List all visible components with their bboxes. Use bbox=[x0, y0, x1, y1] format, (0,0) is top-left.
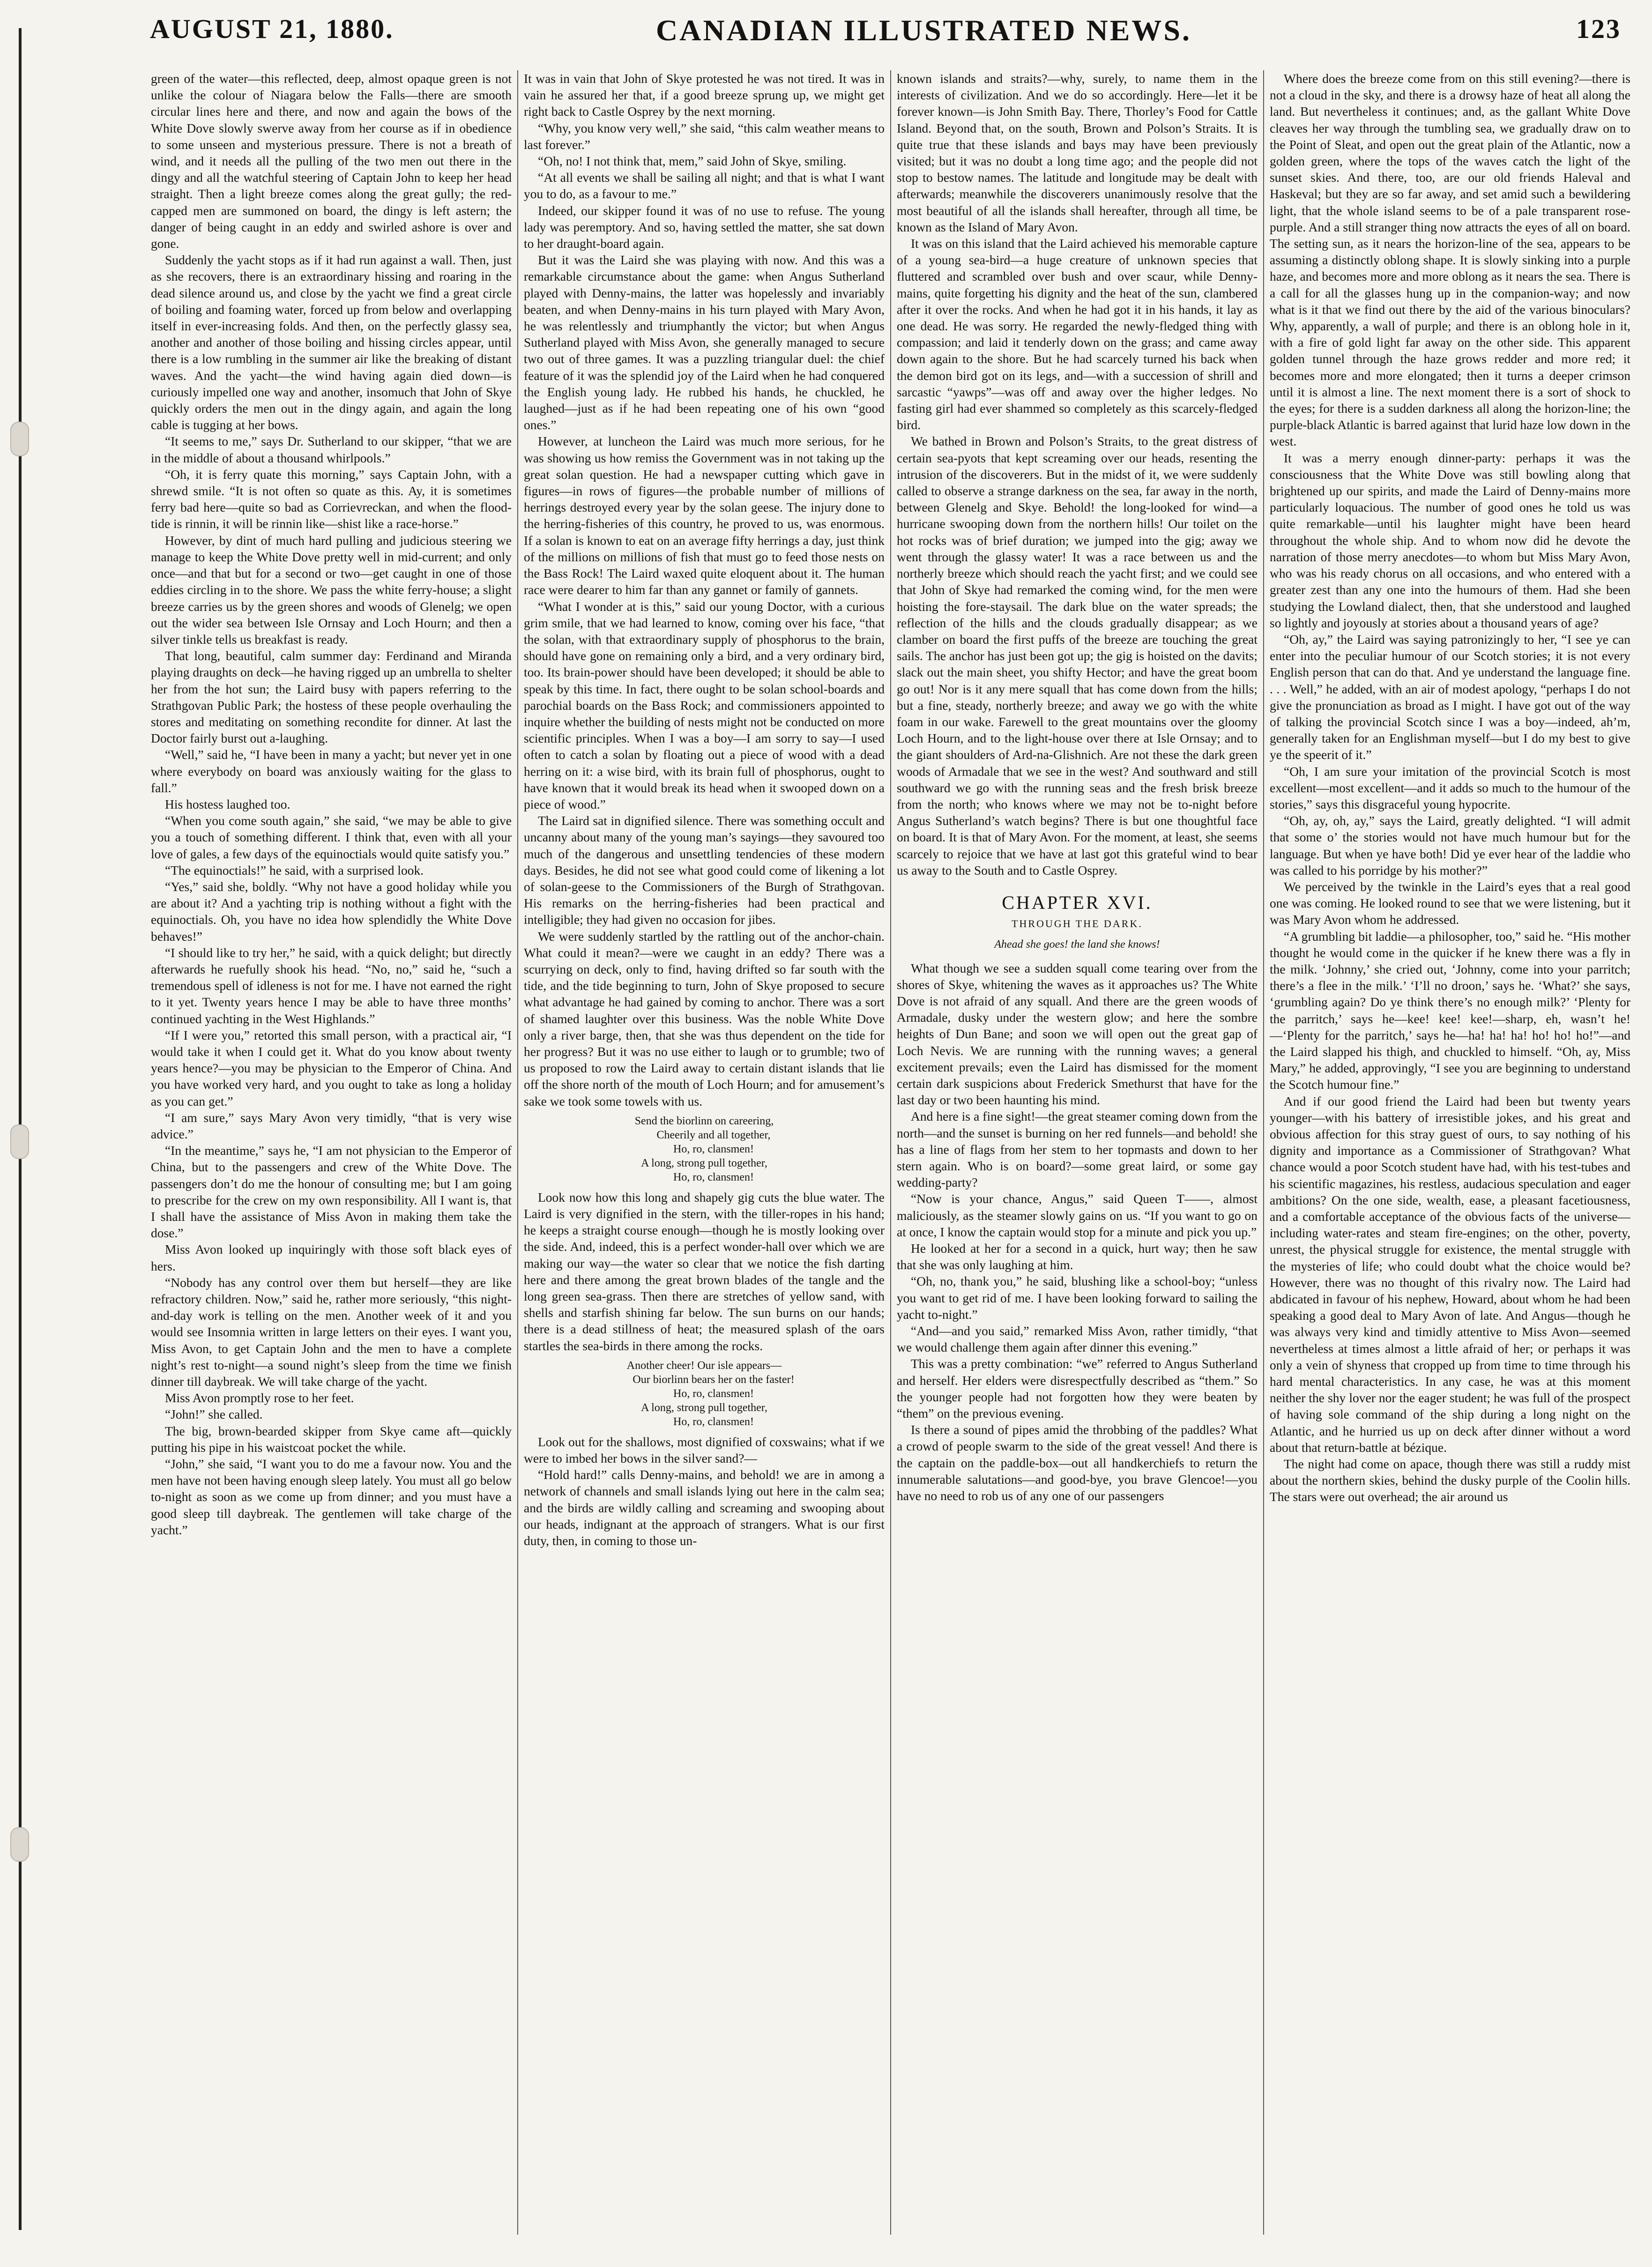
paragraph: And here is a fine sight!—the great steamer coming down from the north—and the sunset is burning on her red funnels—and behold! she has a line of flags from her stem to her topmasts and down to her stern again. Who is on board?—some great laird, or some gay wedding-party? bbox=[897, 1109, 1258, 1190]
paragraph: Where does the breeze come from on this still evening?—there is not a cloud in the sky, and there is a drowsy haze of heat all along the land. But nevertheless it continues; and, as the gallant White Dove cleaves her way through the tumbling sea, we gradually draw on to the Point of Sleat, and open out the great plain of the Atlantic, now a golden green, where the tops of the waves catch the light of the sunset skies. And there, too, are our old friends Haleval and Haskeval; but they are so far away, and set amid such a bewildering light, that the whole island seems to be of a pale transparent rose-purple. And a still stranger thing now attracts the eyes of all on board. The setting sun, as it nears the horizon-line of the sea, appears to be assuming a distinctly oblong shape. It is slowly sinking into a purple haze, and becomes more and more oblong as it nears the sea. There is a call for all the glasses hung up in the companion-way; and now what is it that we find out there by the aid of the various binoculars? Why, apparently, a wall of purple; and there is an oblong hole in it, with a fire of gold light far away on the other side. This apparent golden tunnel through the haze grows redder and more red; it becomes more and more elongated; then it turns a deeper crimson until it is almost a line. The next moment there is a sort of shock to the eyes; for there is a sudden darkness all along the horizon-line; the purple-black Atlantic is barred against that lurid haze low down in the west. bbox=[1270, 71, 1630, 449]
column-rule bbox=[517, 70, 518, 2235]
paragraph: He looked at her for a second in a quick, hurt way; then he saw that she was only laughing at him. bbox=[897, 1241, 1258, 1272]
paragraph: And if our good friend the Laird had been but twenty years younger—with his battery of irresistible jokes, and his great and obvious affection for this stray guest of ours, to say nothing of his dignity and importance as a Commissioner of Strathgovan? What chance would a poor Scotch student have had, with his test-tubes and his scientific magazines, his restless, audacious speculation and eager ambitions? On the one side, wealth, ease, a pleasant facetiousness, and a comfortable acceptance of the obvious facts of the universe—including water-rates and steam fire-engines; on the other, poverty, unrest, the physical struggle for existence, the mental struggle with the mysteries of life; who could doubt what the choice would be? However, there was no thought of this rivalry now. The Laird had abdicated in favour of his nephew, Howard, about whom he had been speaking a good deal to Mary Avon of late. And Angus—though he was always very kind and timidly attentive to Miss Avon—seemed nevertheless at times almost a little afraid of her; or perhaps it was only a vein of shyness that cropped up from time to time through his hard mental characteristics. In any case, he was at this moment neither the shy lover nor the eager student; he was full of the prospect of having sole command of the ship during a long night on the Atlantic, and he hurried us up on deck after dinner without a word about that return-battle at bézique. bbox=[1270, 1093, 1630, 1455]
paragraph: This was a pretty combination: “we” referred to Angus Sutherland and herself. Her elders were disrespectfully described as “them.” So the younger people had not forgotten how they were beaten by “them” on the previous evening. bbox=[897, 1356, 1258, 1421]
paragraph: It was a merry enough dinner-party: perhaps it was the consciousness that the White Dove was still bowling along that brightened up our spirits, and made the Laird of Denny-mains more particularly loquacious. The number of good ones he told us was quite remarkable—until his laughter might have been heard throughout the whole ship. And to whom now did he devote the narration of those merry anecdotes—to whom but Miss Mary Avon, who was his ready chorus on all occasions, and who entered with a greater zest than any one into the humours of them. Had she been studying the Lowland dialect, then, that she understood and laughed so lightly and joyously at stories about a thousand years of age? bbox=[1270, 450, 1630, 630]
paragraph: We bathed in Brown and Polson’s Straits, to the great distress of certain sea-pyots that kept screaming over our heads, resenting the intrusion of the discoverers. But in the midst of it, we were suddenly called to observe a strange darkness on the sea, far away in the north, between Glenelg and Skye. Behold! the long-looked for wind—a hurricane swooping down from the northern hills! Our toilet on the hot rocks was of brief duration; we jumped into the gig; away we went through the glassy water! It was a race between us and the northerly breeze which should reach the yacht first; and we could see that John of Skye had remarked the coming wind, for the men were hoisting the fore-staysail. The dark blue on the water spreads; the reflection of the hills and the clouds gradually disappear; as we clamber on board the first puffs of the breeze are touching the great sails. The anchor has just been got up; the gig is hoisted on the davits; slack out the main sheet, you shifty Hector; and have the great boom go out! Nor is it any mere squall that has come down from the hills; but a fine, steady, northerly breeze; and away we go with the white foam in our wake. Farewell to the great mountains over the gloomy Loch Hourn, and to the light-house over there at Isle Ornsay; and to the giant shoulders of Ard-na-Glishnich. Are not these the dark green woods of Armadale that we see in the west? And southward and still southward we go with the running seas and the fresh brisk breeze from the north; who knows where we may not be to-night before Angus Sutherland’s watch begins? There is but one thoughtful face on board. It is that of Mary Avon. For the moment, at least, she seems scarcely to rejoice that we have at last got this grateful wind to bear us away to the South and to Castle Osprey. bbox=[897, 434, 1258, 877]
column-3-text-bottom bbox=[897, 960, 1258, 1504]
column-1 bbox=[151, 70, 512, 2235]
paragraph: His hostess laughed too. bbox=[165, 796, 290, 811]
paragraph: What though we see a sudden squall come tearing over from the shores of Skye, whitening the waves as it approaches us? The White Dove is not afraid of any squall. And there are the green woods of Armadale, dusky under the western glow; and here the sombre heights of Dun Bane; and soon we will open out the great gap of Loch Nevis. We are running with the running waves; a general excitement prevails; even the Laird has dismissed for the moment certain dark suspicions about Frederick Smethurst that have for the last day or two been haunting his mind. bbox=[897, 960, 1258, 1107]
column-2 bbox=[524, 70, 885, 2235]
verse-line: Our biorlinn bears her on the faster! bbox=[633, 1373, 795, 1386]
paragraph: “Nobody has any control over them but herself—they are like refractory children. Now,” said he, rather more seriously, “this night-and-day work is telling on the men. Another week of it and you would see Insomnia written in large letters on their eyes. I want you, Miss Avon, to get Captain John and the men to have a complete night’s rest to-night—a sound night’s sleep from the time we finish dinner till daybreak. We will take charge of the yacht. bbox=[151, 1275, 512, 1389]
paragraph: That long, beautiful, calm summer day: Ferdinand and Miranda playing draughts on deck—he having rigged up an umbrella to shelter her from the hot sun; the Laird busy with papers referring to the Strathgovan Public Park; the hostess of these people overhauling the stores and meditating on something recondite for dinner. At last the Doctor fairly burst out a-laughing. bbox=[151, 648, 512, 746]
paragraph: “Oh, it is ferry quate this morning,” says Captain John, with a shrewd smile. “It is not often so quate as this. Ay, it is sometimes ferry bad here—quite so bad as Corrievreckan, and when the flood-tide is rinnin, it will be rinnin like—shist like a race-horse.” bbox=[151, 467, 512, 531]
verse-line: Ho, ro, clansmen! bbox=[673, 1143, 754, 1155]
verse-line: Ho, ro, clansmen! bbox=[673, 1415, 754, 1428]
paragraph: “Well,” said he, “I have been in many a yacht; but never yet in one where everybody on board was anxiously waiting for the glass to fall.” bbox=[151, 747, 512, 795]
paragraph: “If I were you,” retorted this small person, with a practical air, “I would take it when I could get it. What do you know about twenty years hence?—you may be physician to the Emperor of China. And you have worked very hard, and you ought to take as long a holiday as you can get.” bbox=[151, 1027, 512, 1108]
punch-hole bbox=[10, 1827, 29, 1862]
paragraph: Look out for the shallows, most dignified of coxswains; what if we were to imbed her bows in the silver sand?— bbox=[524, 1434, 885, 1466]
verse-line: Another cheer! Our isle appears— bbox=[626, 1359, 782, 1372]
column-rule bbox=[890, 70, 891, 2235]
paragraph: green of the water—this reflected, deep, almost opaque green is not unlike the colour of Niagara below the Falls—there are smooth circular lines here and there, and now and again the bows of the White Dove slowly swerve away from her course as if in obedience to some unseen and mysterious pressure. There is not a breath of wind, and it needs all the pulling of the two men out there in the dingy and all the watchful steering of Captain John to keep her head straight. Then a light breeze comes along the great gully; the red-capped men are summoned on board, the dingy is left astern; the danger of being caught in an eddy and swirled ashore is over and gone. bbox=[151, 71, 512, 251]
paragraph: However, at luncheon the Laird was much more serious, for he was showing us how remiss the Government was in not taking up the great solan question. He had a newspaper cutting which gave in figures—in rows of figures—the probable number of millions of herrings destroyed every year by the solan geese. The injury done to the herring-fisheries of this country, he proved to us, was enormous. If a solan is known to eat on an average fifty herrings a day, just think of the millions on millions of fish that must go to feed those nests on the Bass Rock! The Laird waxed quite eloquent about it. The human race were dearer to him far than any gannet or family of gannets. bbox=[524, 434, 885, 597]
paragraph: Indeed, our skipper found it was of no use to refuse. The young lady was peremptory. And so, having settled the matter, she sat down to her draught-board again. bbox=[524, 203, 885, 251]
paragraph: “And—and you said,” remarked Miss Avon, rather timidly, “that we would challenge them again after dinner this evening.” bbox=[897, 1323, 1258, 1355]
column-4 bbox=[1270, 70, 1630, 2235]
paragraph: The Laird sat in dignified silence. There was something occult and uncanny about many of the young man’s sayings—they savoured too much of the dangerous and unsettling tendencies of these modern days. Besides, he did not see what good could come of likening a lot of solan-geese to the Commissioners of the Burgh of Strathgovan. His remarks on the herring-fisheries had been practical and intelligible; they had given no occasion for jibes. bbox=[524, 813, 885, 927]
punch-hole bbox=[10, 1124, 29, 1159]
song-verse bbox=[524, 1359, 885, 1429]
paragraph: “Oh, I am sure your imitation of the provincial Scotch is most excellent—most excellent—and it adds so much to the humour of the stories,” says this disgraceful young hypocrite. bbox=[1270, 764, 1630, 811]
paragraph: “Oh, ay,” the Laird was saying patronizingly to her, “I see ye can enter into the peculiar humour of our Scotch stories; it is not every English person that can do that. And ye understand the language fine. . . . Well,” he added, with an air of modest apology, “perhaps I do not give the pronunciation as broad as I might. I have got out of the way of talking the provincial Scotch since I was a boy—indeed, ah’m, generally taken for an Englishman myself—but I do my best to give ye the speerit of it.” bbox=[1270, 632, 1630, 762]
paragraph: But it was the Laird she was playing with now. And this was a remarkable circumstance about the game: when Angus Sutherland played with Denny-mains, the latter was hopelessly and invariably beaten, and when Denny-mains in his turn played with Mary Avon, he was relentlessly and triumphantly the victor; but when Angus Sutherland played with Miss Avon, she generally managed to secure two out of three games. It was a puzzling triangular duel: the chief feature of it was the splendid joy of the Laird when he had conquered the English young lady. He rubbed his hands, he chuckled, he laughed—just as if he had been repeating one of his own “good ones.” bbox=[524, 253, 885, 432]
paragraph: “Why, you know very well,” she said, “this calm weather means to last forever.” bbox=[524, 120, 885, 152]
column-3 bbox=[897, 70, 1258, 2235]
paragraph: Miss Avon looked up inquiringly with those soft black eyes of hers. bbox=[151, 1242, 512, 1273]
paragraph: known islands and straits?—why, surely, to name them in the interests of civilization. And we do so accordingly. Here—let it be forever known—is John Smith Bay. There, Thorley’s Food for Cattle Island. Beyond that, on the south, Brown and Polson’s Straits. It is quite true that these islands and bays may have been previously visited; but it was no doubt a long time ago; and the people did not stop to bestow names. The latitude and longitude may be dealt with afterwards; meanwhile the discoverers unanimously resolve that the most beautiful of all the islands shall hereafter, through all time, be known as the Island of Mary Avon. bbox=[897, 71, 1258, 234]
chapter-motto: Ahead she goes! the land she knows! bbox=[994, 938, 1160, 951]
paragraph: Suddenly the yacht stops as if it had run against a wall. Then, just as she recovers, there is an extraordinary hissing and roaring in the dead silence around us, and close by the yacht we find a great circle of boiling and foaming water, forced up from below and overlapping itself in ever-increasing folds. And then, on the perfectly glassy sea, another and another of those boiling and hissing circles appear, until there is a low rumbling in the summer air like the breaking of distant waves. And the yacht—the wind having again died down—is curiously impelled one way and another, insomuch that John of Skye quickly orders the men out in the dingy again, and again the long cable is tugging at her bows. bbox=[151, 253, 512, 432]
verse-line: Send the biorlinn on careering, bbox=[634, 1115, 774, 1127]
paragraph: “What I wonder at is this,” said our young Doctor, with a curious grim smile, that we had learned to know, coming over his face, “that the solan, with that extraordinary supply of phosphorus to the brain, should have gone on remaining only a bird, and a very ordinary bird, too. Its brain-power should have been developed; it should be able to speak by this time. In fact, there ought to be solan school-boards and parochial boards on the Bass Rock; and commissioners appointed to inquire whether the building of nests might not be conducted on more scientific principles. When I was a boy—I am sorry to say—I used often to catch a solan by floating out a piece of wood with a dead herring on it: a wise bird, with its brain full of phosphorus, ought to have known that it would break its head when it swooped down on a piece of wood.” bbox=[524, 599, 885, 811]
chapter-subtitle: THROUGH THE DARK. bbox=[1012, 918, 1143, 930]
verse-line: A long, strong pull together, bbox=[641, 1157, 767, 1169]
paragraph: “In the meantime,” says he, “I am not physician to the Emperor of China, but to the passengers and crew of the White Dove. The passengers don’t do me the honour of consulting me; but I am going to prescribe for the crew on my own responsibility. All I want is, that I shall have the assistance of Miss Avon in making them take the dose.” bbox=[151, 1143, 512, 1241]
paragraph: “Hold hard!” calls Denny-mains, and behold! we are in among a network of channels and small islands lying out here in the calm sea; and the birds are wildly calling and screaming and swooping about our heads, indignant at the approach of strangers. What is our first duty, then, in coming to those un- bbox=[524, 1467, 885, 1548]
paragraph: It was on this island that the Laird achieved his memorable capture of a young sea-bird—a huge creature of unknown species that fluttered and scrambled over bush and over scaur, while Denny-mains, quite forgetting his dignity and the heat of the sun, clambered after it over the rocks. And when he had got it in his hands, it lay as one dead. He was sorry. He regarded the newly-fledged thing with compassion; and laid it tenderly down on the grass; and came away down again to the shore. But he had scarcely turned his back when the demon bird got on its legs, and—with a succession of shrill and sarcastic “yawps”—was off and away over the higher ledges. No fasting girl had ever shammed so completely as this scarcely-fledged bird. bbox=[897, 236, 1258, 432]
paragraph: “When you come south again,” she said, “we may be able to give you a touch of something different. I think that, even with all your love of gales, a few days of the equinoctials would quite satisfy you.” bbox=[151, 813, 512, 861]
paragraph: “The equinoctials!” he said, with a surprised look. bbox=[165, 862, 424, 877]
song-verse bbox=[524, 1114, 885, 1184]
masthead-title: CANADIAN ILLUSTRATED NEWS. bbox=[656, 14, 1191, 47]
paragraph: We were suddenly startled by the rattling out of the anchor-chain. What could it mean?—were we caught in an eddy? There was a scurrying on deck, only to find, having drifted so far south with the tide, and the tide beginning to turn, John of Skye proposed to secure what advantage he had gained by coming to anchor. There was a sort of shamed laughter over this business. Was the noble White Dove only a river barge, then, that she was thus dependent on the tide for her progress? But it was no use either to laugh or to grumble; two of us proposed to row the Laird away to certain distant islands that lie off the shore north of the mouth of Loch Hourn; and for amusement’s sake we took some towels with us. bbox=[524, 929, 885, 1108]
page-header bbox=[150, 13, 1621, 60]
paragraph: “Now is your chance, Angus,” said Queen T——, almost maliciously, as the steamer slowly gains on us. “If you want to go on at once, I know the captain would stop for a minute and pick you up.” bbox=[897, 1191, 1258, 1239]
paragraph: “Oh, no, thank you,” he said, blushing like a school-boy; “unless you want to get rid of me. I have been looking forward to sailing the yacht to-night.” bbox=[897, 1274, 1258, 1322]
paragraph: “At all events we shall be sailing all night; and that is what I want you to do, as a favour to me.” bbox=[524, 170, 885, 201]
paragraph: However, by dint of much hard pulling and judicious steering we manage to keep the White Dove pretty well in mid-current; and only once—and that but for a second or two—get caught in one of those eddies circling in to the shore. We pass the white ferry-house; a slight breeze carries us by the green shores and woods of Glenelg; we open out the wider sea between Isle Ornsay and Loch Hourn; and then a silver tinkle tells us breakfast is ready. bbox=[151, 533, 512, 647]
column-rule bbox=[1263, 70, 1264, 2235]
verse-line: A long, strong pull together, bbox=[641, 1401, 767, 1414]
page-number: 123 bbox=[1576, 14, 1621, 44]
paragraph: “I should like to try her,” he said, with a quick delight; but directly afterwards he ruefully shook his head. “No, no,” said he, “such a tremendous spell of idleness is not for me. I have not earned the right to it yet. Twenty years hence I may be able to have three months’ continued yachting in the West Highlands.” bbox=[151, 945, 512, 1026]
column-2-text bbox=[524, 70, 885, 1549]
paragraph: “Oh, ay, oh, ay,” says the Laird, greatly delighted. “I will admit that some o’ the stories would not have much humour but for the language. But when ye have both! Did ye ever hear of the laddie who was called to his porridge by his mother?” bbox=[1270, 813, 1630, 877]
paragraph: Miss Avon promptly rose to her feet. bbox=[165, 1390, 354, 1405]
paragraph: The big, brown-bearded skipper from Skye came aft—quickly putting his pipe in his waistcoat pocket the while. bbox=[151, 1423, 512, 1455]
paragraph: “I am sure,” says Mary Avon very timidly, “that is very wise advice.” bbox=[151, 1110, 512, 1141]
paragraph: It was in vain that John of Skye protested he was not tired. It was in vain he assured her that, if a good breeze sprung up, we might get right back to Castle Osprey by the next morning. bbox=[524, 71, 885, 119]
paragraph: “John,” she said, “I want you to do me a favour now. You and the men have not been having enough sleep lately. You must all go below to-night as soon as we come up from dinner; and you must have a good sleep till daybreak. The gentlemen will take charge of the yacht.” bbox=[151, 1457, 512, 1537]
paragraph: “Yes,” said she, boldly. “Why not have a good holiday while you are about it? And a yachting trip is nothing without a fight with the equinoctials. Oh, you have no idea how splendidly the White Dove behaves!” bbox=[151, 879, 512, 944]
paragraph: Look now how this long and shapely gig cuts the blue water. The Laird is very dignified in the stern, with the tiller-ropes in his hand; he keeps a straight course enough—though he is mostly looking over the side. And, indeed, this is a perfect wonder-hall over which we are making our way—the water so clear that we notice the fish darting here and there among the great brown blades of the tangle and the long green sea-grass. Then there are stretches of yellow sand, with shells and starfish shining far below. The sun burns on our hands; there is a dead stillness of heat; the measured splash of the oars startles the sea-birds in there among the rocks. bbox=[524, 1189, 885, 1353]
paragraph: The night had come on apace, though there was still a ruddy mist about the northern skies, behind the dusky purple of the Coolin hills. The stars were out overhead; the air around us bbox=[1270, 1457, 1630, 1504]
chapter-heading: CHAPTER XVI. bbox=[1002, 892, 1153, 913]
verse-line: Ho, ro, clansmen! bbox=[673, 1171, 754, 1183]
verse-line: Ho, ro, clansmen! bbox=[673, 1387, 754, 1400]
paragraph: “Oh, no! I not think that, mem,” said John of Skye, smiling. bbox=[538, 154, 847, 169]
paragraph: “A grumbling bit laddie—a philosopher, too,” said he. “His mother thought he would come in the quicker if he knew there was a fly in the milk. ‘Johnny,’ she cried out, ‘Johnny, come into your parritch; there’s a flee in the milk.’ ‘I’ll no droon,’ says he. ‘What?’ she says, ‘grumbling again? Do ye think there’s no enough milk?’ ‘Plenty for the parritch,’ says he—kee! kee! kee!—sharp, eh, wasn’t he!—‘Plenty for the parritch,’ says he—ha! ha! ha! ho! ho! ho!”—and the Laird slapped his thigh, and chuckled to himself. “Oh, ay, Miss Mary,” he added, approvingly, “I see you are beginning to understand the Scotch humour fine.” bbox=[1270, 929, 1630, 1092]
column-3-text-top bbox=[897, 70, 1258, 878]
paragraph: “John!” she called. bbox=[165, 1407, 263, 1422]
paragraph: We perceived by the twinkle in the Laird’s eyes that a real good one was coming. He looked round to see that we were listening, but it was Mary Avon whom he addressed. bbox=[1270, 879, 1630, 927]
punch-hole bbox=[10, 422, 29, 456]
paragraph: Is there a sound of pipes amid the throbbing of the paddles? What a crowd of people swarm to the side of the great vessel! And there is the captain on the paddle-box—out all handkerchiefs to return the innumerable salutations—and good-bye, you brave Glencoe!—you have no need to rob us of any one of our passengers bbox=[897, 1422, 1258, 1503]
verse-line: Cheerily and all together, bbox=[656, 1129, 771, 1141]
issue-date: AUGUST 21, 1880. bbox=[150, 14, 394, 44]
paragraph: “It seems to me,” says Dr. Sutherland to our skipper, “that we are in the middle of about a thousand whirlpools.” bbox=[151, 434, 512, 465]
